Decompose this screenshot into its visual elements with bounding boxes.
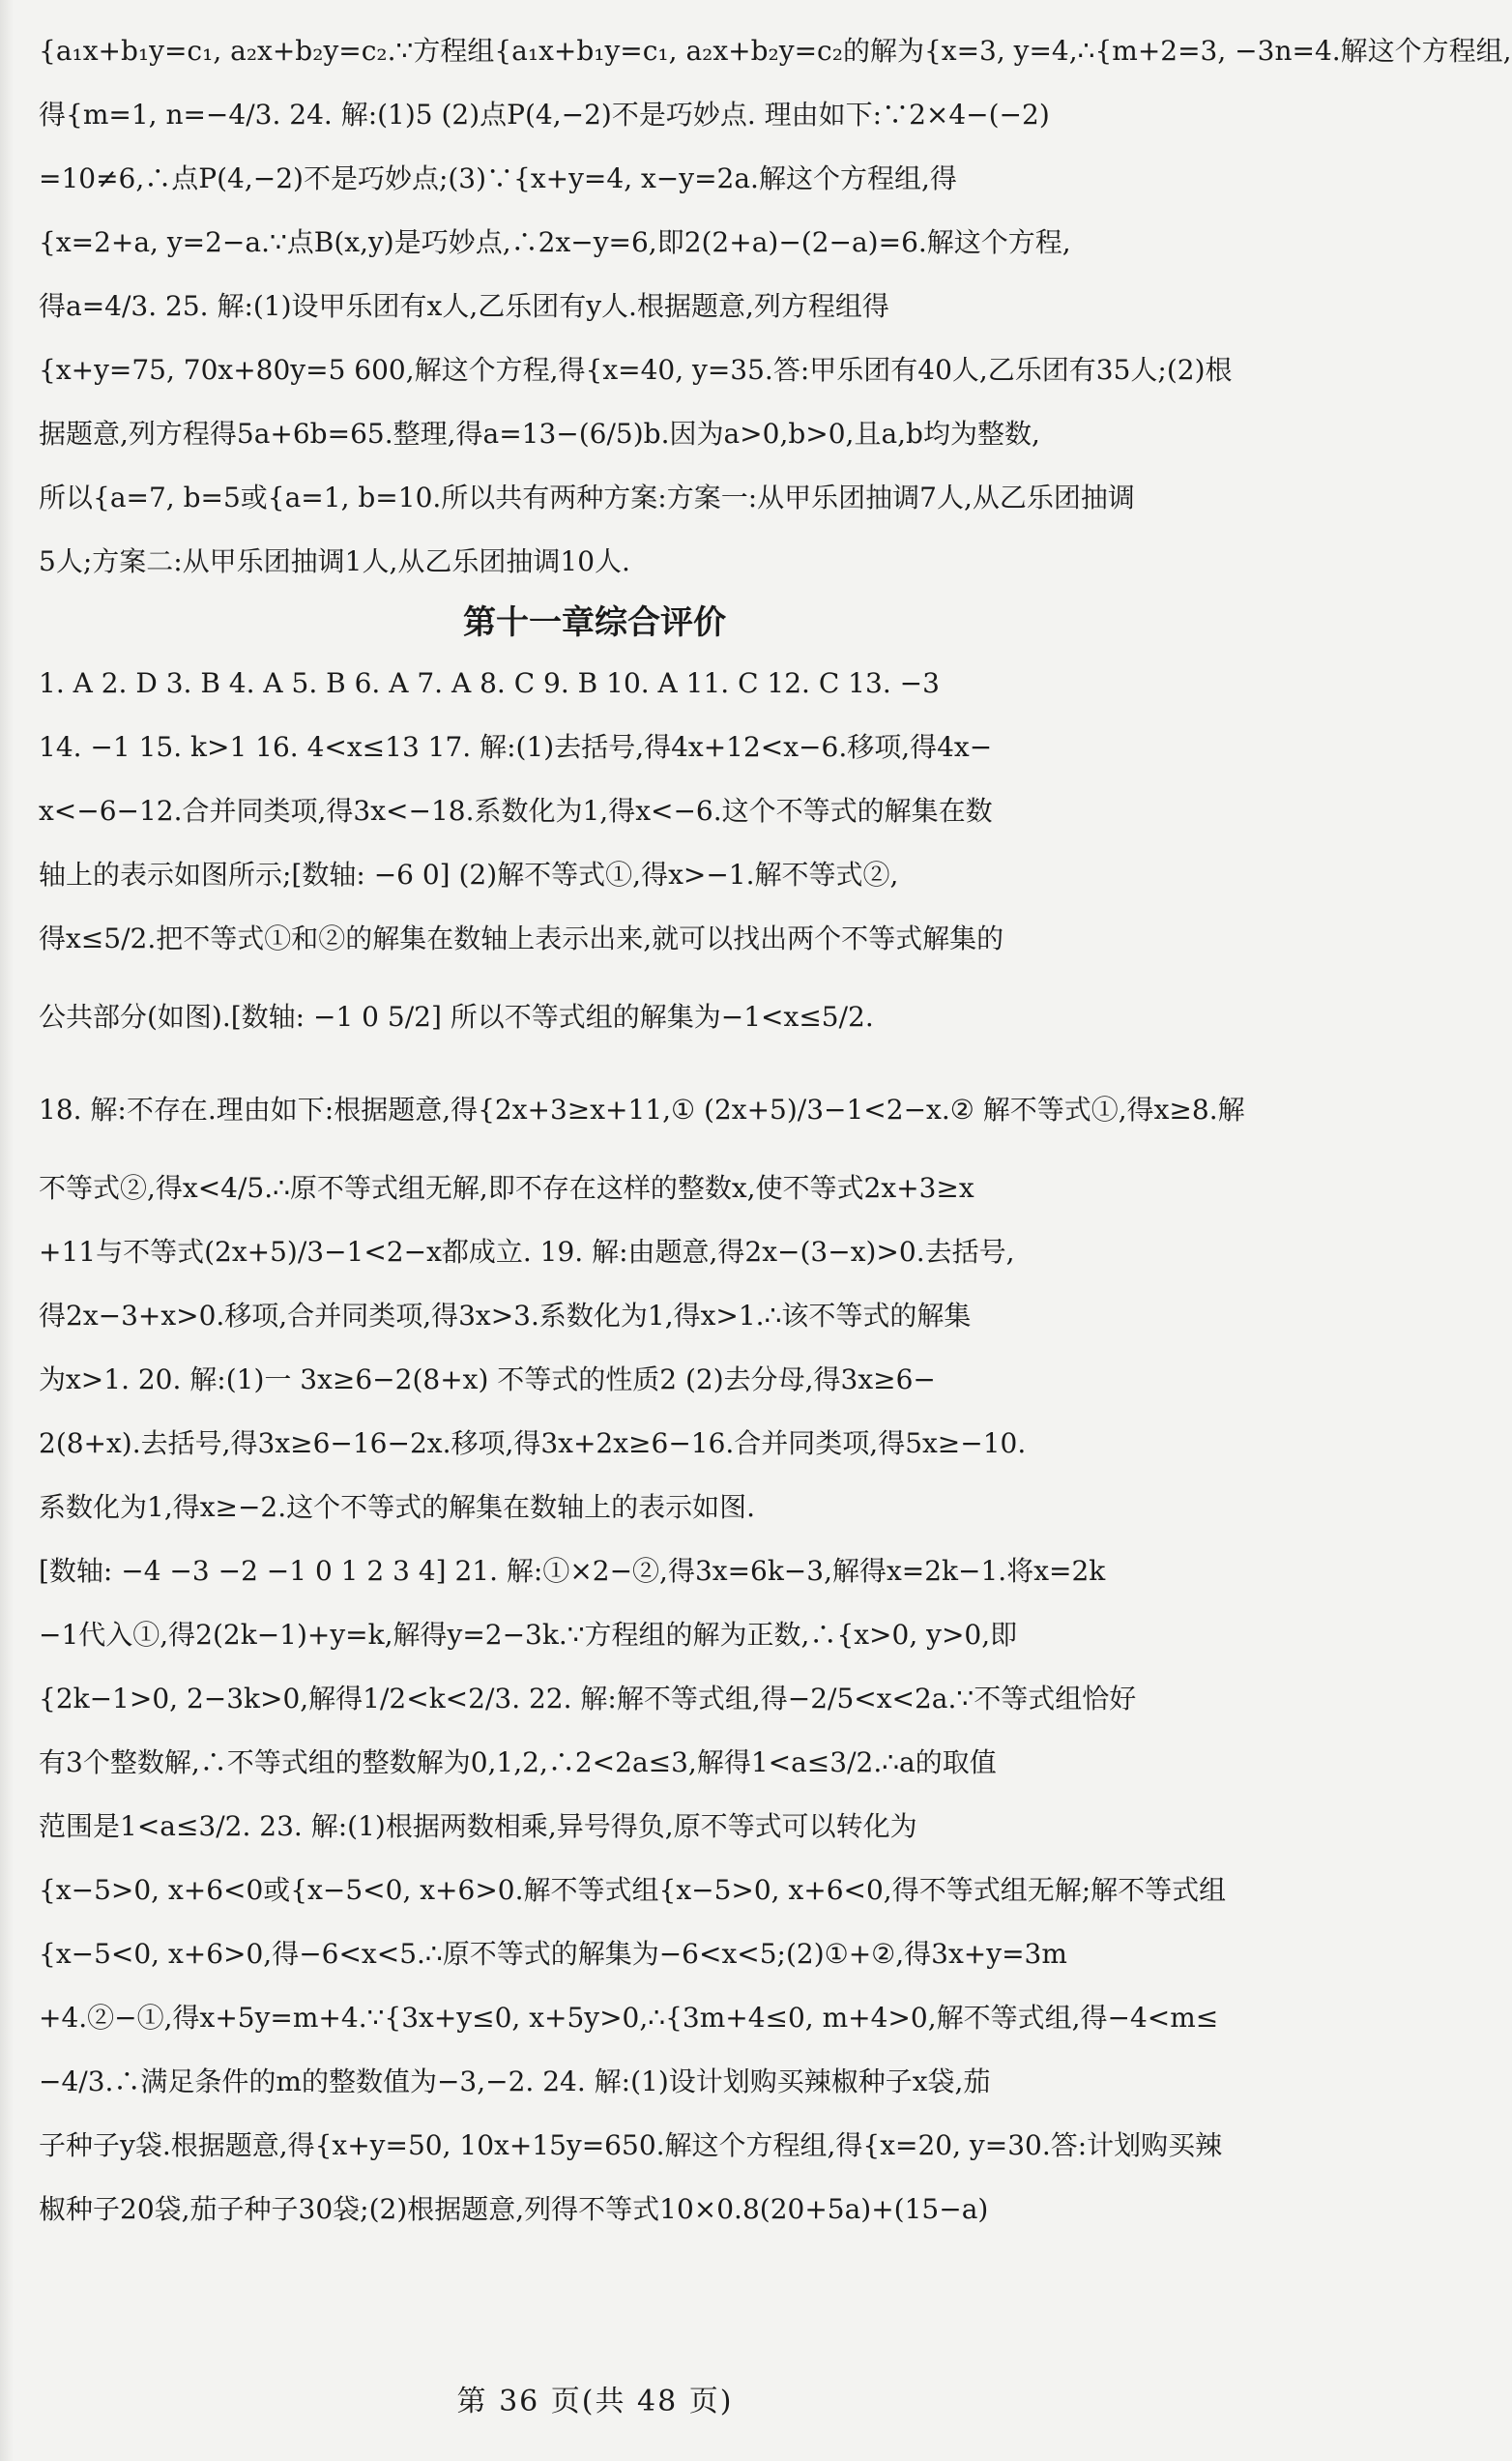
text-line: 1. A 2. D 3. B 4. A 5. B 6. A 7. A 8. C 9. B 10. A 11. C 12. C 13. −3 [39, 667, 940, 699]
text-line: 5人;方案二:从甲乐团抽调1人,从乙乐团抽调10人. [39, 545, 630, 577]
answer-page [39, 19, 1512, 2437]
section-title: 第十一章综合评价 [463, 603, 726, 642]
text-line: 有3个整数解,∴不等式组的整数解为0,1,2,∴2<2a≤3,解得1<a≤3/2.∴a的取值 [39, 1746, 997, 1778]
text-line: {x−5>0, x+6<0或{x−5<0, x+6>0.解不等式组{x−5>0, x+6<0,得不等式组无解;解不等式组 [39, 1874, 1227, 1906]
text-line: 18. 解:不存在.理由如下:根据题意,得{2x+3≥x+11,① (2x+5)/3−1<2−x.② 解不等式①,得x≥8.解 [39, 1094, 1245, 1126]
text-line: [数轴: −4 −3 −2 −1 0 1 2 3 4] 21. 解:①×2−②,得3x=6k−3,解得x=2k−1.将x=2k [39, 1555, 1106, 1587]
text-line: 子种子y袋.根据题意,得{x+y=50, 10x+15y=650.解这个方程组,得{x=20, y=30.答:计划购买辣 [39, 2129, 1223, 2161]
text-line: 为x>1. 20. 解:(1)一 3x≥6−2(8+x) 不等式的性质2 (2)去分母,得3x≥6− [39, 1363, 936, 1395]
text-line: 得{m=1, n=−4/3. 24. 解:(1)5 (2)点P(4,−2)不是巧妙点. 理由如下:∵2×4−(−2) [39, 99, 1050, 131]
text-line: {a₁x+b₁y=c₁, a₂x+b₂y=c₂.∵方程组{a₁x+b₁y=c₁, a₂x+b₂y=c₂的解为{x=3, y=4,∴{m+2=3, −3n=4.解这个方程组, [39, 35, 1512, 67]
text-line: {x+y=75, 70x+80y=5 600,解这个方程,得{x=40, y=35.答:甲乐团有40人,乙乐团有35人;(2)根 [39, 354, 1233, 386]
text-line: 得2x−3+x>0.移项,合并同类项,得3x>3.系数化为1,得x>1.∴该不等式的解集 [39, 1300, 972, 1332]
text-line: +11与不等式(2x+5)/3−1<2−x都成立. 19. 解:由题意,得2x−(3−x)>0.去括号, [39, 1236, 1015, 1268]
text-line: {x=2+a, y=2−a.∵点B(x,y)是巧妙点,∴2x−y=6,即2(2+a)−(2−a)=6.解这个方程, [39, 226, 1071, 258]
text-line: {x−5<0, x+6>0,得−6<x<5.∴原不等式的解集为−6<x<5;(2)①+②,得3x+y=3m [39, 1938, 1067, 1970]
text-line: 14. −1 15. k>1 16. 4<x≤13 17. 解:(1)去括号,得4x+12<x−6.移项,得4x− [39, 731, 993, 763]
text-line: +4.②−①,得x+5y=m+4.∵{3x+y≤0, x+5y>0,∴{3m+4≤0, m+4>0,解不等式组,得−4<m≤ [39, 2002, 1219, 2034]
text-line: 得a=4/3. 25. 解:(1)设甲乐团有x人,乙乐团有y人.根据题意,列方程组得 [39, 290, 889, 322]
text-line: 不等式②,得x<4/5.∴原不等式组无解,即不存在这样的整数x,使不等式2x+3≥x [39, 1172, 974, 1204]
text-line: 系数化为1,得x≥−2.这个不等式的解集在数轴上的表示如图. [39, 1491, 756, 1523]
text-line: 范围是1<a≤3/2. 23. 解:(1)根据两数相乘,异号得负,原不等式可以转化为 [39, 1810, 917, 1842]
text-line: 据题意,列方程得5a+6b=65.整理,得a=13−(6/5)b.因为a>0,b>0,且a,b均为整数, [39, 418, 1040, 450]
text-line: 公共部分(如图).[数轴: −1 0 5/2] 所以不等式组的解集为−1<x≤5/2. [39, 1001, 874, 1033]
page-edge [0, 0, 14, 2461]
text-line: 轴上的表示如图所示;[数轴: −6 0] (2)解不等式①,得x>−1.解不等式②, [39, 859, 899, 891]
text-line: 2(8+x).去括号,得3x≥6−16−2x.移项,得3x+2x≥6−16.合并同类项,得5x≥−10. [39, 1427, 1027, 1459]
text-line: 得x≤5/2.把不等式①和②的解集在数轴上表示出来,就可以找出两个不等式解集的 [39, 923, 1004, 954]
text-line: {2k−1>0, 2−3k>0,解得1/2<k<2/3. 22. 解:解不等式组,得−2/5<x<2a.∵不等式组恰好 [39, 1683, 1137, 1714]
text-line: 所以{a=7, b=5或{a=1, b=10.所以共有两种方案:方案一:从甲乐团抽调7人,从乙乐团抽调 [39, 482, 1135, 513]
page-footer: 第 36 页(共 48 页) [456, 2385, 734, 2418]
text-line: =10≠6,∴点P(4,−2)不是巧妙点;(3)∵{x+y=4, x−y=2a.解这个方程组,得 [39, 162, 957, 194]
text-line: x<−6−12.合并同类项,得3x<−18.系数化为1,得x<−6.这个不等式的解集在数 [39, 795, 993, 827]
text-line: −1代入①,得2(2k−1)+y=k,解得y=2−3k.∵方程组的解为正数,∴{x>0, y>0,即 [39, 1619, 1018, 1651]
text-line: −4/3.∴满足条件的m的整数值为−3,−2. 24. 解:(1)设计划购买辣椒种子x袋,茄 [39, 2065, 991, 2097]
text-line: 椒种子20袋,茄子种子30袋;(2)根据题意,列得不等式10×0.8(20+5a)+(15−a) [39, 2193, 989, 2225]
